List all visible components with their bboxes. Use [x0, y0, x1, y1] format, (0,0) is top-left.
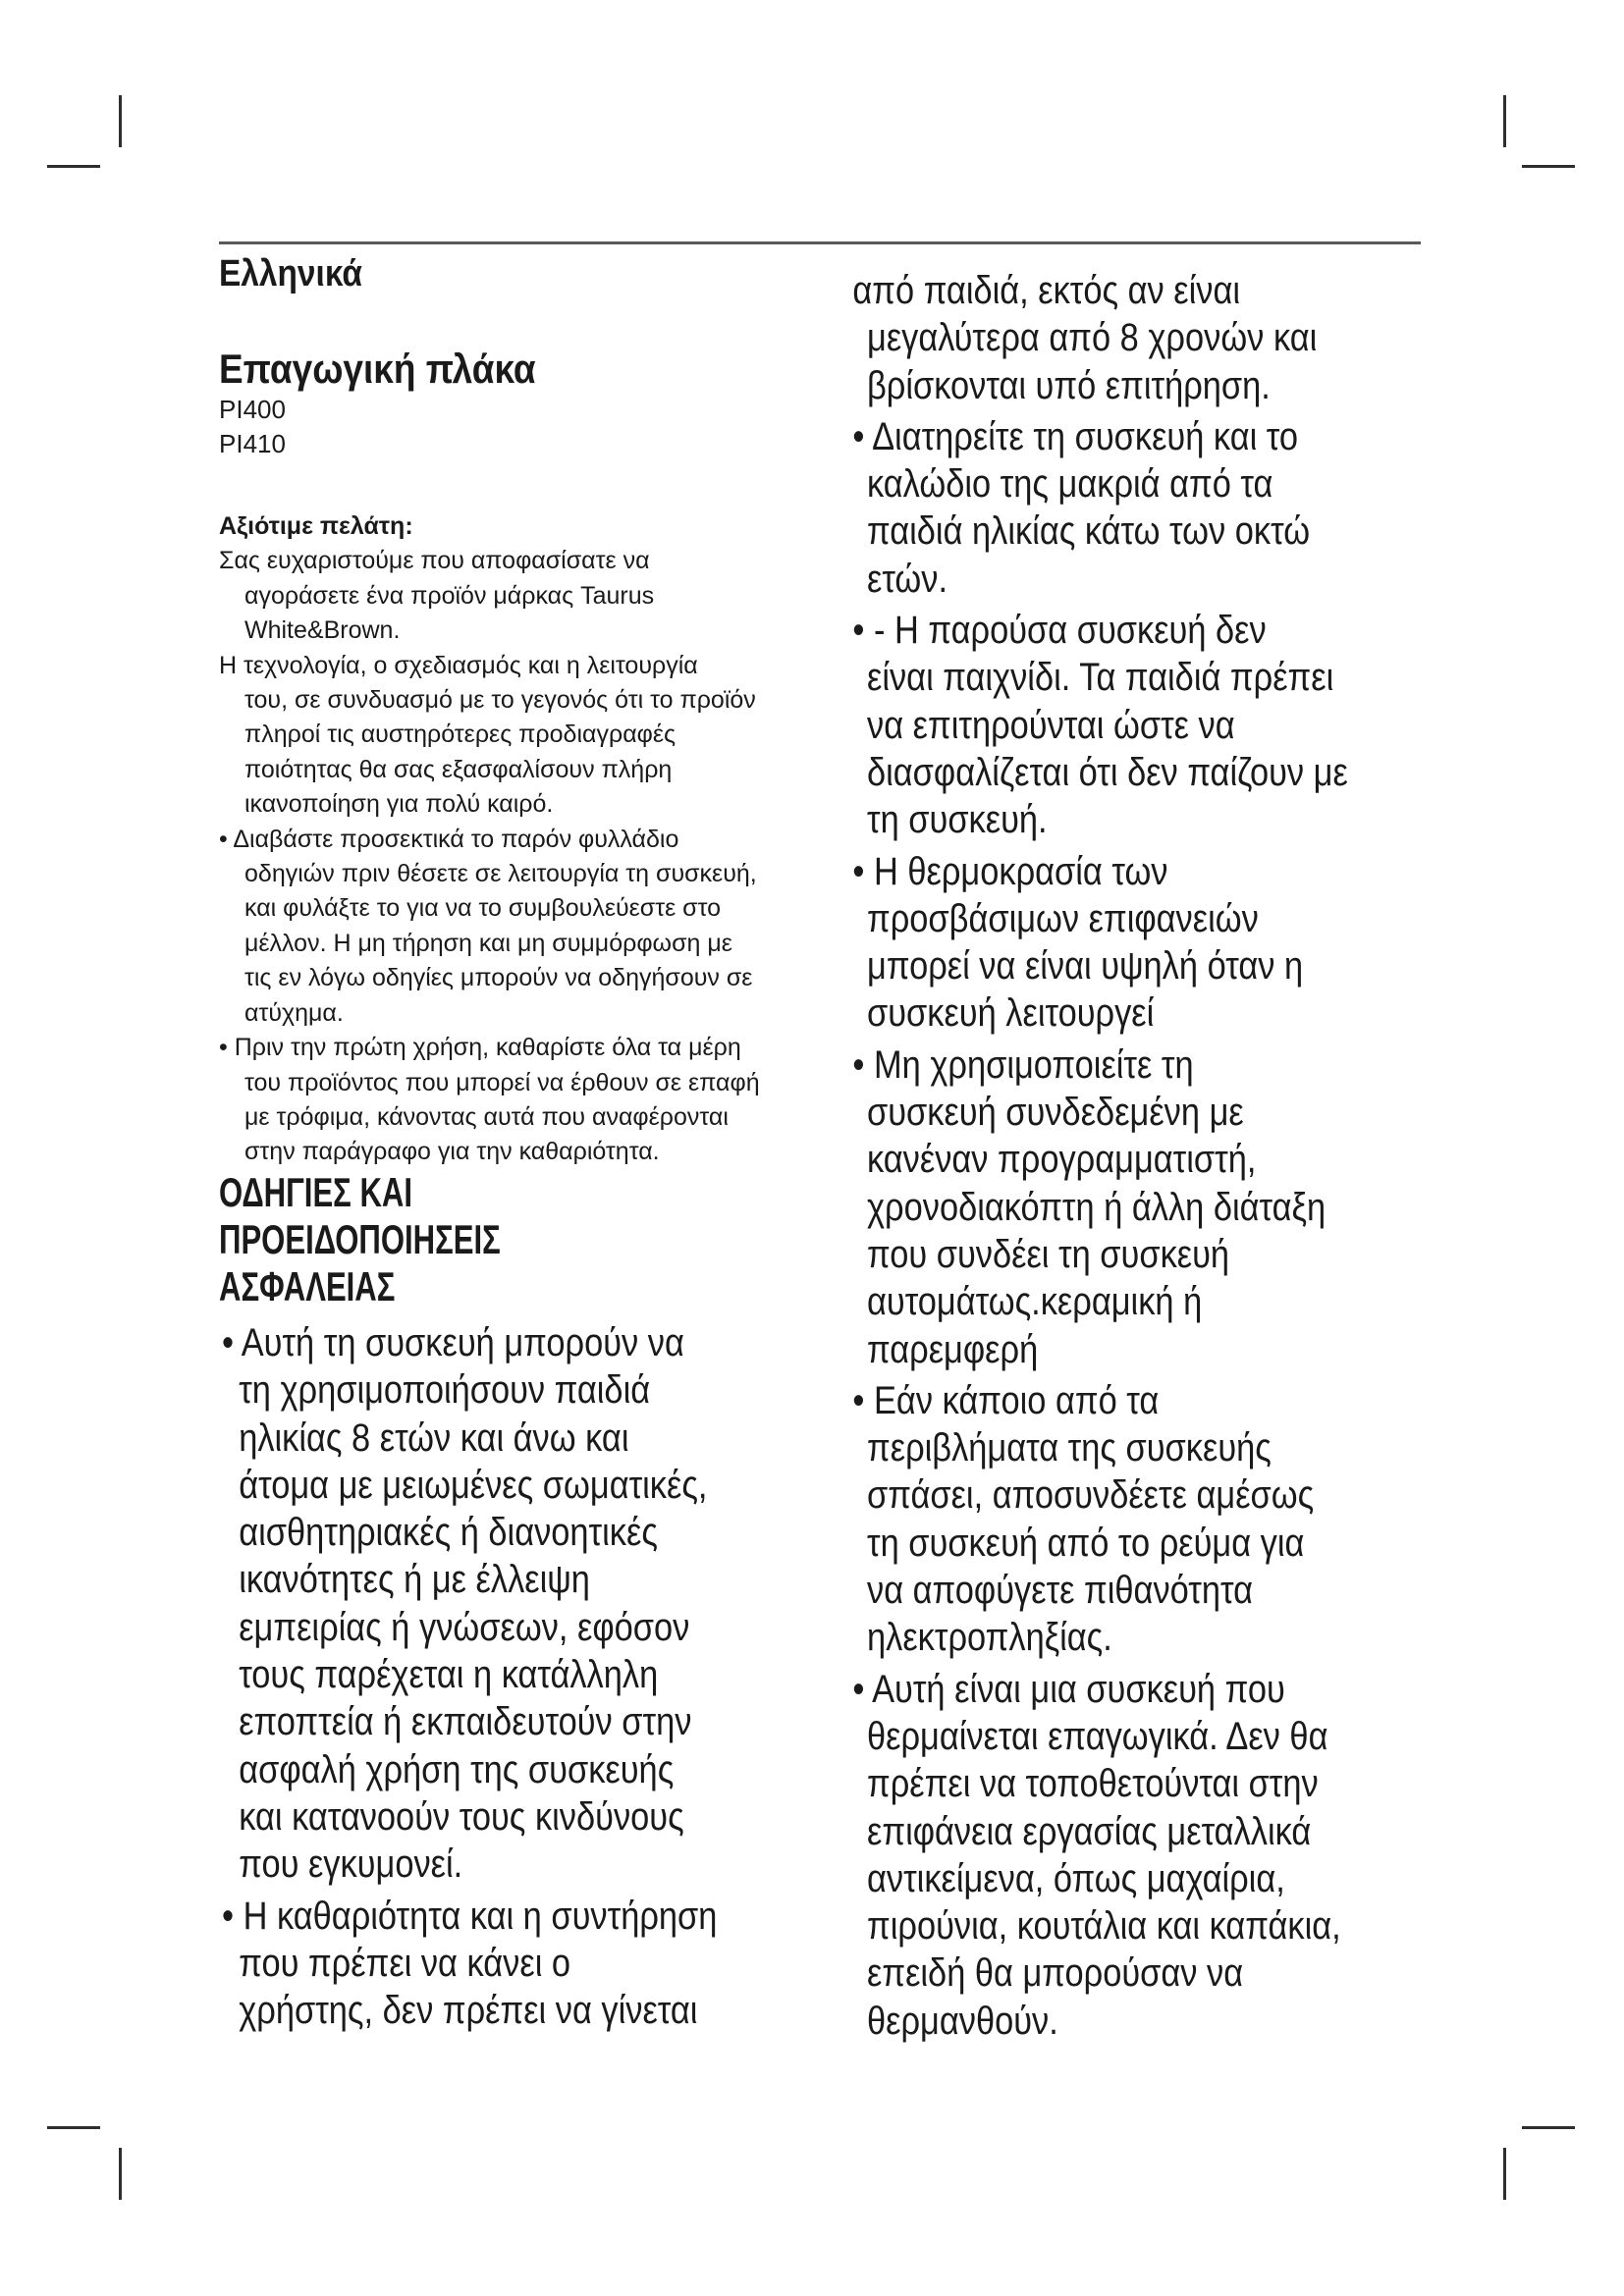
bullet-paragraph	[850, 607, 1518, 843]
text-line: ασφαλή χρήση της συσκευής	[239, 1747, 675, 1791]
text-line: τις εν λόγω οδηγίες μπορούν να οδηγήσουν σε	[244, 964, 753, 992]
text-line: μπορεί να είναι υψηλή όταν η	[867, 944, 1304, 988]
crop-mark-bottom-left-horizontal	[47, 2126, 100, 2129]
text-line: που συνδέει τη συσκευή	[867, 1232, 1230, 1276]
paragraph	[219, 544, 847, 648]
text-line: συσκευή συνδεδεμένη με	[867, 1091, 1244, 1135]
text-line: οδηγιών πριν θέσετε σε λειτουργία τη συσκευή,	[244, 860, 757, 888]
text-line: και κατανοούν τους κινδύνους	[239, 1794, 684, 1839]
text-line: • Εάν κάποιο από τα	[852, 1378, 1160, 1422]
text-line: ετών.	[867, 557, 948, 601]
text-line: κανέναν προγραμματιστή,	[867, 1138, 1257, 1182]
text-line: ηλικίας 8 ετών και άνω και	[239, 1415, 629, 1460]
text-line: ηλεκτροπληξίας.	[867, 1616, 1112, 1660]
bullet-paragraph	[219, 1031, 847, 1170]
text-line: • Πριν την πρώτη χρήση, καθαρίστε όλα τα μέρη	[219, 1034, 741, 1062]
text-line: να αποφύγετε πιθανότητα	[867, 1569, 1254, 1613]
text-line: να επιτηρούνται ώστε να	[867, 703, 1235, 747]
text-line: και φυλάξτε το για να το συμβουλεύεστε στο	[244, 894, 722, 923]
text-line: ατύχημα.	[244, 998, 344, 1027]
text-line: • Αυτή τη συσκευή μπορούν να	[222, 1321, 684, 1364]
text-line: πληροί τις αυστηρότερες προδιαγραφές	[244, 721, 677, 749]
crop-mark-top-left-vertical	[119, 95, 122, 147]
text-line: του, σε συνδυασμό με το γεγονός ότι το προϊόν	[244, 686, 756, 715]
text-line: θερμανθούν.	[867, 1999, 1058, 2043]
text-line: τους παρέχεται η κατάλληλη	[239, 1653, 659, 1697]
text-line: σπάσει, αποσυνδέετε αμέσως	[867, 1473, 1315, 1518]
safety-section-heading	[219, 1169, 600, 1310]
text-line: τη συσκευή.	[867, 798, 1048, 842]
customer-heading: Αξιότιμε πελάτη:	[219, 512, 413, 540]
bullet-paragraph	[850, 848, 1518, 1038]
text-line: πιρούνια, κουτάλια και καπάκια,	[867, 1904, 1341, 1949]
text-line: καλώδιο της μακριά από τα	[867, 462, 1273, 507]
text-line: μέλλον. Η μη τήρηση και μη συμμόρφωση με	[244, 929, 732, 957]
bullet-paragraph	[219, 823, 847, 1031]
text-line: που πρέπει να κάνει ο	[239, 1941, 571, 1985]
text-line: από παιδιά, εκτός αν είναι	[852, 269, 1241, 312]
text-line: ικανοποίηση για πολύ καιρό.	[244, 790, 554, 819]
text-line: αγοράσετε ένα προϊόν μάρκας Taurus	[244, 581, 655, 610]
product-title: Επαγωγική πλάκα	[219, 346, 536, 392]
text-line: χρήστης, δεν πρέπει να γίνεται	[239, 1989, 698, 2033]
model-numbers	[219, 393, 286, 461]
bullet-paragraph	[850, 1666, 1518, 2045]
text-line: αντικείμενα, όπως μαχαίρια,	[867, 1856, 1285, 1900]
text-line: • - Η παρούσα συσκευή δεν	[852, 609, 1267, 653]
bullet-paragraph	[222, 1893, 890, 2035]
text-line: χρονοδιακόπτη ή άλλη διάταξη	[867, 1185, 1326, 1229]
text-line: τη συσκευή από το ρεύμα για	[867, 1521, 1305, 1565]
text-line: άτομα με μειωμένες σωματικές,	[239, 1463, 708, 1507]
safety-section-heading-line: ΟΔΗΓΙΕΣ ΚΑΙ	[219, 1169, 412, 1215]
bullet-paragraph	[850, 1377, 1518, 1662]
text-line: Η τεχνολογία, ο σχεδιασμός και η λειτουργία	[219, 651, 698, 679]
text-line: ποιότητας θα σας εξασφαλίσουν πλήρη	[244, 755, 673, 783]
text-line: μεγαλύτερα από 8 χρονών και	[867, 316, 1318, 360]
text-line: προσβάσιμων επιφανειών	[867, 896, 1259, 940]
text-line: • Διαβάστε προσεκτικά το παρόν φυλλάδιο	[219, 825, 679, 853]
text-line: παρεμφερή	[867, 1327, 1039, 1371]
bullet-paragraph	[850, 1041, 1518, 1373]
text-line: εμπειρίας ή γνώσεων, εφόσον	[239, 1605, 690, 1649]
text-line: παιδιά ηλικίας κάτω των οκτώ	[867, 509, 1311, 554]
text-line: White&Brown.	[244, 616, 401, 645]
crop-mark-bottom-right-vertical	[1503, 2148, 1506, 2200]
text-line: επιφάνεια εργασίας μεταλλικά	[867, 1809, 1312, 1853]
paragraph	[219, 649, 847, 823]
text-line: τη χρησιμοποιήσουν παιδιά	[239, 1368, 651, 1413]
language-title: Ελληνικά	[219, 253, 362, 294]
paragraph	[850, 267, 1518, 409]
bullet-paragraph	[850, 413, 1518, 603]
bullet-paragraph	[222, 1319, 890, 1889]
crop-mark-bottom-right-horizontal	[1522, 2126, 1575, 2129]
model-number: PI400	[219, 395, 286, 424]
text-line: περιβλήματα της συσκευής	[867, 1426, 1272, 1470]
text-line: που εγκυμονεί.	[239, 1842, 463, 1887]
model-number: PI410	[219, 429, 286, 458]
intro-paragraphs	[219, 544, 847, 1169]
text-line: αισθητηριακές ή διανοητικές	[239, 1511, 658, 1555]
text-line: του προϊόντος που μπορεί να έρθουν σε επαφή	[244, 1068, 760, 1096]
text-line: συσκευή λειτουργεί	[867, 991, 1155, 1036]
text-line: εποπτεία ή εκπαιδευτούν στην	[239, 1700, 692, 1744]
text-line: επειδή θα μπορούσαν να	[867, 1951, 1244, 1996]
header-rule	[219, 241, 1421, 244]
text-line: • Διατηρείτε τη συσκευή και το	[852, 414, 1299, 458]
text-line: Σας ευχαριστούμε που αποφασίσατε να	[219, 547, 650, 575]
crop-mark-top-left-horizontal	[47, 165, 100, 168]
text-line: είναι παιχνίδι. Τα παιδιά πρέπει	[867, 656, 1334, 700]
text-line: πρέπει να τοποθετούνται στην	[867, 1762, 1319, 1806]
crop-mark-bottom-left-vertical	[119, 2148, 122, 2200]
text-line: με τρόφιμα, κάνοντας αυτά που αναφέρονται	[244, 1102, 729, 1131]
text-line: στην παράγραφο για την καθαριότητα.	[244, 1138, 660, 1166]
safety-right-column	[850, 267, 1518, 2045]
text-line: • Η καθαριότητα και η συντήρηση	[222, 1894, 718, 1938]
text-line: θερμαίνεται επαγωγικά. Δεν θα	[867, 1714, 1328, 1758]
safety-left-column	[222, 1315, 890, 2034]
safety-section-heading-line: ΑΣΦΑΛΕΙΑΣ	[219, 1263, 396, 1309]
intro-block	[219, 509, 847, 1170]
text-line: διασφαλίζεται ότι δεν παίζουν με	[867, 750, 1348, 794]
text-line: βρίσκονται υπό επιτήρηση.	[867, 363, 1271, 407]
text-line: • Αυτή είναι μια συσκευή που	[852, 1667, 1285, 1711]
text-line: • Μη χρησιμοποιείτε τη	[852, 1042, 1194, 1087]
crop-mark-top-right-vertical	[1503, 95, 1506, 147]
safety-section-heading-line: ΠΡΟΕΙΔΟΠΟΙΗΣΕΙΣ	[219, 1216, 501, 1262]
text-line: ικανότητες ή με έλλειψη	[239, 1558, 590, 1602]
text-line: αυτομάτως.κεραμική ή	[867, 1280, 1203, 1324]
crop-mark-top-right-horizontal	[1522, 165, 1575, 168]
text-line: • Η θερμοκρασία των	[852, 849, 1168, 893]
